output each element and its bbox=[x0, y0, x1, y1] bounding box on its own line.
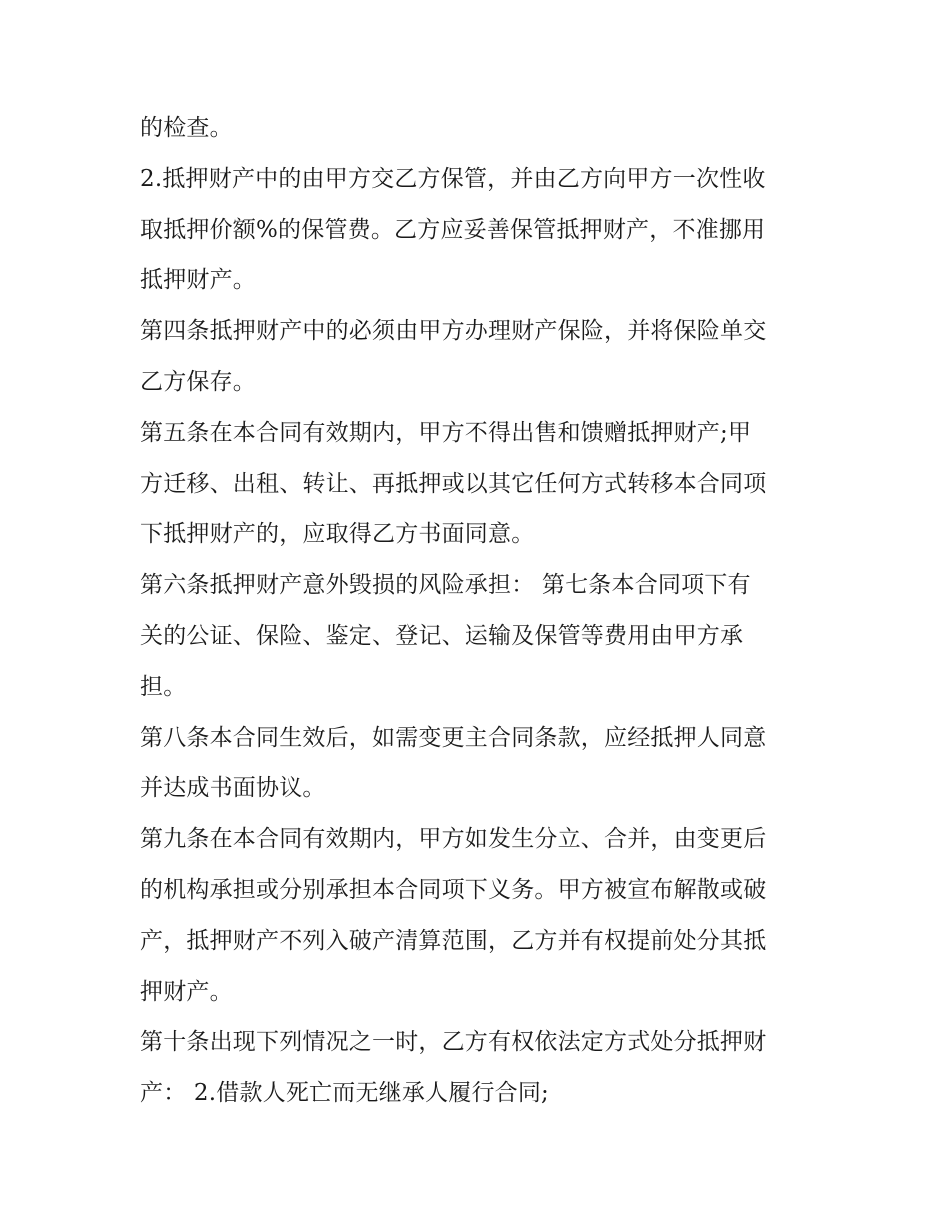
text-line-12: 担。 bbox=[140, 673, 187, 700]
text-line-18: 押财产。 bbox=[140, 978, 233, 1005]
text-line-8: 方迁移、出租、转让、再抵押或以其它任何方式转移本合同项 bbox=[140, 470, 767, 497]
text-line-1: 的检查。 bbox=[140, 115, 233, 141]
text-line-15: 第九条在本合同有效期内，甲方如发生分立、合并，由变更后 bbox=[140, 826, 767, 853]
text-line-6: 乙方保存。 bbox=[140, 368, 256, 395]
text-line-19: 第十条出现下列情况之一时，乙方有权依法定方式处分抵押财 bbox=[140, 1029, 767, 1056]
text-line-17: 产，抵押财产不列入破产清算范围，乙方并有权提前处分其抵 bbox=[140, 927, 767, 954]
text-line-5: 第四条抵押财产中的必须由甲方办理财产保险，并将保险单交 bbox=[140, 318, 767, 345]
text-line-11: 关的公证、保险、鉴定、登记、运输及保管等费用由甲方承 bbox=[140, 622, 744, 649]
text-line-4: 抵押财产。 bbox=[140, 267, 256, 294]
text-line-13: 第八条本合同生效后，如需变更主合同条款，应经抵押人同意 bbox=[140, 724, 767, 751]
text-line-20: 产： 2.借款人死亡而无继承人履行合同; bbox=[140, 1080, 550, 1107]
text-line-16: 的机构承担或分别承担本合同项下义务。甲方被宣布解散或破 bbox=[140, 876, 767, 903]
document-body bbox=[140, 103, 820, 1119]
text-line-2: 2.抵押财产中的由甲方交乙方保管，并由乙方向甲方一次性收 bbox=[140, 165, 766, 192]
text-line-3: 取抵押价额%的保管费。乙方应妥善保管抵押财产，不准挪用 bbox=[140, 216, 766, 243]
text-line-9: 下抵押财产的，应取得乙方书面同意。 bbox=[140, 521, 535, 548]
text-line-10: 第六条抵押财产意外毁损的风险承担： 第七条本合同项下有 bbox=[140, 572, 751, 599]
text-line-14: 并达成书面协议。 bbox=[140, 775, 326, 802]
text-line-7: 第五条在本合同有效期内，甲方不得出售和馈赠抵押财产;甲 bbox=[140, 419, 752, 446]
